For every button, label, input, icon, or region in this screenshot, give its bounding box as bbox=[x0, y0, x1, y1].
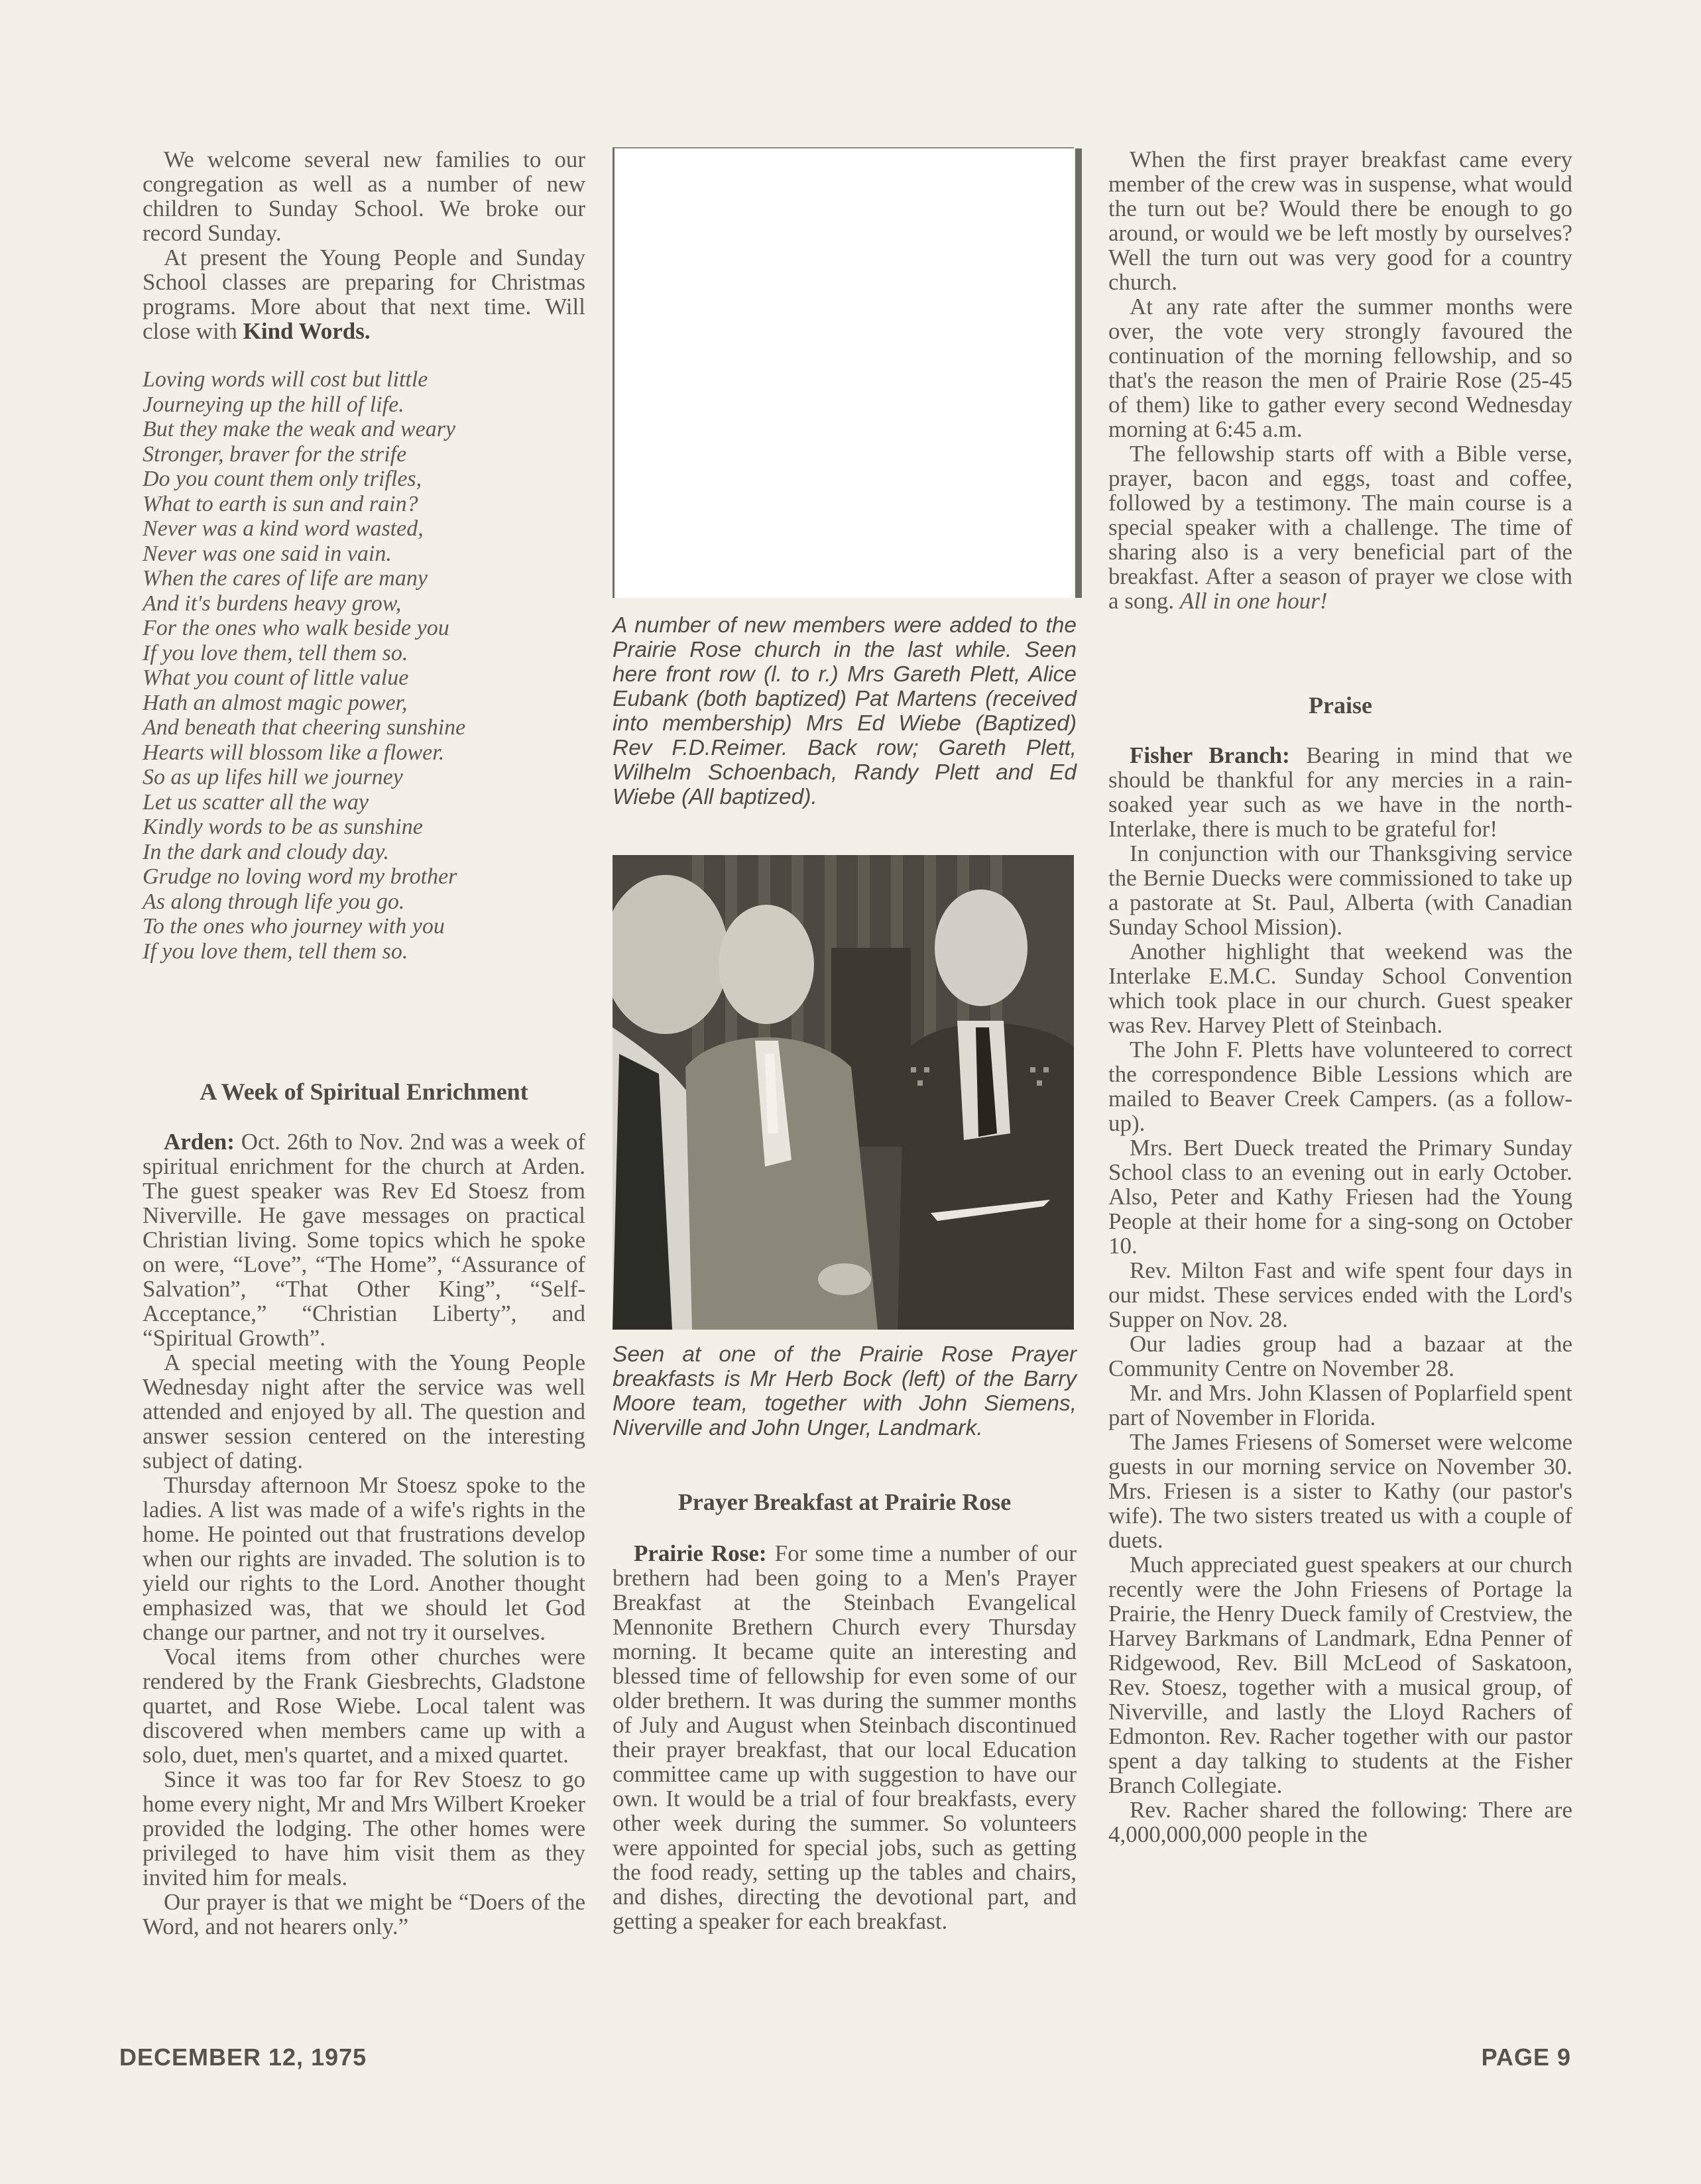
poem-line: In the dark and cloudy day. bbox=[143, 839, 390, 864]
article-heading-prayer-breakfast: Prayer Breakfast at Prairie Rose bbox=[677, 1489, 1012, 1515]
fisher-branch-paragraph: Mrs. Bert Dueck treated the Primary Sunday School class to an evening out in early October. Also, Peter and Kathy Friesen had the Young People at their home for a sing-song on October 10. bbox=[1108, 1135, 1572, 1259]
breakfast-paragraph: When the first prayer breakfast came every member of the crew was in suspense, what would the turn out be? Would there be enough to go around, or would we be left mostly by ourselves? Well the turn out was very good for a country church. bbox=[1108, 146, 1572, 295]
footer-date: DECEMBER 12, 1975 bbox=[119, 2043, 367, 2071]
poem-line: As along through life you go. bbox=[143, 889, 405, 914]
column-3 bbox=[1108, 147, 1572, 1847]
column-2-lower bbox=[613, 1342, 1077, 1933]
arden-paragraph: Vocal items from other churches were rendered by the Frank Giesbrechts, Gladstone quartet, and Rose Wiebe. Local talent was discovered when members came up with a solo, duet, men's quartet, and a mixed quartet. bbox=[143, 1644, 585, 1768]
breakfast-final-italic: All in one hour! bbox=[1179, 588, 1328, 614]
poem-line: For the ones who walk beside you bbox=[143, 616, 449, 640]
poem-line: If you love them, tell them so. bbox=[143, 640, 408, 665]
photo-caption-new-members: A number of new members were added to the Prairie Rose church in the last while. Seen here front row (l. to r.) Mrs Gareth Plett, Alice Eubank (both baptized) Pat Martens (received into membership) Mrs Ed Wiebe (Baptized) Rev F.D.Reimer. Back row; Gareth Plett, Wilhelm Schoenbach, Randy Plett and Ed Wiebe (All baptized). bbox=[613, 613, 1077, 809]
arden-dateline: Arden: bbox=[164, 1129, 235, 1155]
arden-paragraph: Our prayer is that we might be “Doers of the Word, and not hearers only.” bbox=[143, 1889, 585, 1939]
poem-line: Hearts will blossom like a flower. bbox=[143, 740, 445, 765]
poem-line: Loving words will cost but little bbox=[143, 367, 428, 392]
kind-words-title: Kind Words. bbox=[243, 318, 371, 344]
intro-paragraph-2-text: At present the Young People and Sunday School classes are preparing for Christmas programs. More about that next time. Will close with bbox=[143, 245, 585, 344]
poem-line: And it's burdens heavy grow, bbox=[143, 591, 402, 616]
fisher-branch-lead-text: Bearing in mind that we should be thankful for any mercies in a rain-soaked year such as we have in the north-Interlake, there is much to be grateful for! bbox=[1108, 742, 1572, 842]
poem-line: Stronger, braver for the strife bbox=[143, 441, 407, 467]
arden-lead-text: Oct. 26th to Nov. 2nd was a week of spiritual enrichment for the church at Arden. The guest speaker was Rev Ed Stoesz from Niverville. He gave messages on practical Christian living. Some topics which he spoke on were, “Love”, “The Home”, “Assurance of Salvation”, “That Other King”, “Self-Acceptance,” “Christian Liberty”, and “Spiritual Growth”. bbox=[143, 1129, 585, 1351]
photo-caption-prayer-breakfast: Seen at one of the Prairie Rose Prayer breakfasts is Mr Herb Bock (left) of the Barry Moore team, together with John Siemens, Niverville and John Unger, Landmark. bbox=[613, 1342, 1077, 1440]
fisher-branch-paragraph: The John F. Pletts have volunteered to correct the correspondence Bible Lessions which are mailed to Beaver Creek Campers. (as a follow-up). bbox=[1108, 1037, 1572, 1136]
poem-line: What you count of little value bbox=[143, 665, 409, 690]
fisher-branch-dateline: Fisher Branch: bbox=[1130, 742, 1290, 768]
poem-line: What to earth is sun and rain? bbox=[143, 491, 418, 516]
prairie-rose-dateline: Prairie Rose: bbox=[634, 1540, 767, 1566]
photo-placeholder-new-members bbox=[613, 147, 1074, 598]
poem-line: Journeying up the hill of life. bbox=[143, 392, 404, 417]
fisher-branch-paragraph: In conjunction with our Thanksgiving service the Bernie Duecks were commissioned to take up a pastorate at St. Paul, Alberta (with Canadian Sunday School Mission). bbox=[1108, 840, 1572, 940]
fisher-branch-paragraph: Another highlight that weekend was the Interlake E.M.C. Sunday School Convention which took place in our church. Guest speaker was Rev. Harvey Plett of Steinbach. bbox=[1108, 939, 1572, 1038]
poem-line: When the cares of life are many bbox=[143, 566, 428, 591]
poem bbox=[143, 367, 585, 964]
fisher-branch-paragraph: Rev. Milton Fast and wife spent four days in our midst. These services ended with the Lord's Supper on Nov. 28. bbox=[1108, 1257, 1572, 1332]
poem-line: Kindly words to be as sunshine bbox=[143, 815, 423, 839]
prayer-breakfast-photo-image bbox=[613, 855, 1074, 1330]
poem-line: Grudge no loving word my brother bbox=[143, 864, 457, 889]
intro-paragraph-2 bbox=[143, 245, 585, 343]
fisher-branch-paragraph: Our ladies group had a bazaar at the Community Centre on November 28. bbox=[1108, 1331, 1572, 1381]
arden-paragraph: Thursday afternoon Mr Stoesz spoke to the ladies. A list was made of a wife's rights in the home. He pointed out that frustrations develop when our rights are invaded. The solution is to yield our rights to the Lord. Another thought emphasized was, that we should let God change our partner, and not try it ourselves. bbox=[143, 1472, 585, 1645]
poem-line: Never was one said in vain. bbox=[143, 541, 392, 566]
poem-line: Hath an almost magic power, bbox=[143, 690, 408, 715]
arden-paragraph: A special meeting with the Young People Wednesday night after the service was well attended and enjoyed by all. The question and answer session centered on the interesting subject of dating. bbox=[143, 1350, 585, 1473]
poem-line: And beneath that cheering sunshine bbox=[143, 715, 466, 740]
photo-prayer-breakfast bbox=[613, 855, 1074, 1330]
poem-line: But they make the weak and weary bbox=[143, 417, 456, 441]
prairie-rose-lead-text: For some time a number of our brethern had been going to a Men's Prayer Breakfast at the Steinbach Evangelical Mennonite Brethern Church every Thursday morning. It became quite an interesting and blessed time of fellowship for even some of our older brethern. It was during the summer months of July and August when Steinbach discontinued their prayer breakfast, that our local Education committee came up with suggestion to have our own. It would be a trial of four breakfasts, every other week during the summer. So volunteers were appointed for special jobs, such as getting the food ready, setting up the tables and chairs, and dishes, directing the devotional part, and getting a speaker for each breakfast. bbox=[613, 1540, 1077, 1934]
arden-lead-paragraph bbox=[143, 1129, 585, 1350]
prairie-rose-lead-paragraph bbox=[613, 1541, 1077, 1933]
article-heading-praise: Praise bbox=[1309, 692, 1372, 718]
fisher-branch-paragraph: Mr. and Mrs. John Klassen of Poplarfield spent part of November in Florida. bbox=[1108, 1380, 1572, 1430]
fisher-branch-paragraph: Rev. Racher shared the following: There are 4,000,000,000 people in the bbox=[1108, 1797, 1572, 1847]
breakfast-final-text: The fellowship starts off with a Bible verse, prayer, bacon and eggs, toast and coffee, followed by a testimony. The main course is a special speaker with a challenge. The time of sharing also is a very beneficial part of the breakfast. After a season of prayer we close with a song. bbox=[1108, 441, 1572, 614]
intro-paragraph-1: We welcome several new families to our congregation as well as a number of new children to Sunday School. We broke our record Sunday. bbox=[143, 146, 585, 246]
fisher-branch-paragraph: The James Friesens of Somerset were welcome guests in our morning service on November 30. Mrs. Friesen is a sister to Kathy (our pastor's wife). The two sisters treated us with a couple of duets. bbox=[1108, 1429, 1572, 1553]
poem-line: So as up lifes hill we journey bbox=[143, 765, 403, 789]
breakfast-paragraph-final bbox=[1108, 441, 1572, 613]
arden-paragraph: Since it was too far for Rev Stoesz to go home every night, Mr and Mrs Wilbert Kroeker provided the lodging. The other homes were privileged to have him visit them as they invited him for meals. bbox=[143, 1766, 585, 1890]
column-2-caption-1 bbox=[613, 613, 1077, 809]
poem-line: Do you count them only trifles, bbox=[143, 467, 422, 491]
fisher-branch-paragraph: Much appreciated guest speakers at our church recently were the John Friesens of Portage la Prairie, the Henry Dueck family of Crestview, the Harvey Barkmans of Landmark, Edna Penner of Ridgewood, Rev. Bill McLeod of Saskatoon, Rev. Stoesz, together with a musical group, of Niverville, and lastly the Lloyd Rachers of Edmonton. Rev. Racher together with our pastor spent a day talking to students at the Fisher Branch Collegiate. bbox=[1108, 1552, 1572, 1798]
poem-line: To the ones who journey with you bbox=[143, 914, 445, 939]
poem-line: Let us scatter all the way bbox=[143, 789, 369, 815]
article-heading-spiritual-enrichment: A Week of Spiritual Enrichment bbox=[200, 1078, 528, 1105]
breakfast-paragraph: At any rate after the summer months were over, the vote very strongly favoured the continuation of the morning fellowship, and so that's the reason the men of Prairie Rose (25-45 of them) like to gather every second Wednesday morning at 6:45 a.m. bbox=[1108, 294, 1572, 442]
column-1 bbox=[143, 147, 585, 1939]
footer-page-number: PAGE 9 bbox=[1481, 2043, 1571, 2071]
fisher-branch-lead-paragraph bbox=[1108, 743, 1572, 841]
poem-line: If you love them, tell them so. bbox=[143, 939, 408, 964]
poem-line: Never was a kind word wasted, bbox=[143, 516, 424, 541]
